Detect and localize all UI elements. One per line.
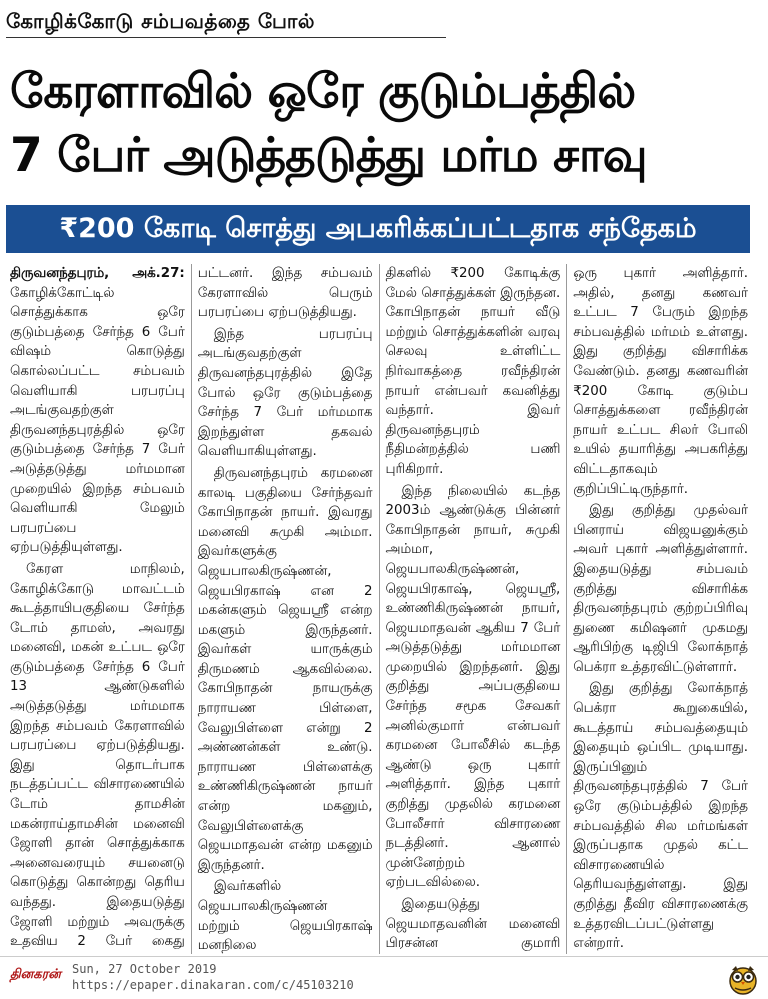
article-column-2	[192, 264, 380, 954]
owl-icon	[726, 961, 760, 995]
article-url[interactable]: https://epaper.dinakaran.com/c/45103210	[72, 978, 354, 992]
article-paragraph: இது குறித்து முதல்வர் பினராய் விஜயனுக்கும் அவர் புகார் அளித்துள்ளார். இதையடுத்து சம்பவம் குறித்து விசாரிக்க திருவனந்தபுரம் குற்றப்பிரிவு துணை கமிஷனர் முகமது ஆரிபிற்கு டிஜிபி லோக்நாத் பெக்ரா உத்தரவிட்டுள்ளார்.	[573, 503, 748, 675]
article-paragraph: ஒரு புகார் அளித்தார். அதில், தனது கணவர் உட்பட 7 பேரும் இறந்த சம்பவத்தில் மர்மம் உள்ளது. இது குறித்து விசாரிக்க வேண்டும். தனது கணவரின் ₹200 கோடி குடும்ப சொத்துக்களை ரவீந்திரன் நாயர் உட்பட சிலர் போலி உயில் தயாரித்து அபகரித்து விட்டதாகவும் குறிப்பிட்டிருந்தார்.	[573, 266, 748, 497]
article-paragraph: பட்டனர். இந்த சம்பவம் கேரளாவில் பெரும் பரபரப்பை ஏற்படுத்தியது.	[197, 266, 373, 321]
article-kicker: கோழிக்கோடு சம்பவத்தை போல்	[6, 4, 446, 38]
page-footer	[0, 956, 768, 999]
dinakaran-logo: தினகரன்	[10, 967, 61, 982]
article-column-3	[380, 264, 568, 954]
paragraph-text: கோழிக்கோட்டில் சொத்துக்காக ஒரே குடும்பத்தை சேர்ந்த 6 பேர் விஷம் கொடுத்து கொல்லப்பட்ட சம்பவம் வெளியாகி பரபரப்பு அடங்குவதற்குள் திருவனந்தபுரத்தில் ஒரே குடும்பத்தை சேர்ந்த 7 பேர் அடுத்தடுத்து மர்மமான முறையில் இறந்த சம்பவம் வெளியாகி மேலும் பரபரப்பை ஏற்படுத்தியுள்ளது.	[10, 285, 185, 556]
headline-line-1: கேரளாவில் ஒரே குடும்பத்தில்	[10, 64, 636, 119]
article-paragraph: இவர்களில் ஜெயபாலகிருஷ்ணன் மற்றும் ஜெயபிரகாஷ் மனநிலை	[197, 879, 373, 954]
headline-line-2: 7 பேர் அடுத்தடுத்து மர்ம சாவு	[10, 128, 647, 183]
article-column-4	[567, 264, 754, 954]
article-paragraph: திகளில் ₹200 கோடிக்கு மேல் சொத்துக்கள் இருந்தன. கோபிநாதன் நாயர் வீடு மற்றும் சொத்துக்களின் வரவு செலவு உள்ளிட்ட நிர்வாகத்தை ரவீந்திரன் நாயர் என்பவர் கவனித்து வந்தார். இவர் திருவனந்தபுரம் நீதிமன்றத்தில் பணி புரிகிறார்.	[385, 266, 561, 477]
article-paragraph: இந்த நிலையில் கடந்த 2003ம் ஆண்டுக்கு பின்னர் கோபிநாதன் நாயர், சுமுகி அம்மா, ஜெயபாலகிருஷ்ணன், ஜெயபிரகாஷ், ஜெயஸ்ரீ, உண்ணிகிருஷ்ணன் நாயர், ஜெயமாதவன் ஆகிய 7 பேர் அடுத்தடுத்து மர்மமான முறையில் இறந்தனர். இது குறித்து அப்பகுதியை சேர்ந்த சமூக சேவகர் அனில்குமார் என்பவர் கரமனை போலீசில் கடந்த ஆண்டு ஒரு புகார் அளித்தார். இந்த புகார் குறித்து முதலில் கரமனை போலீசார் விசாரணை நடத்தினர். ஆனால் முன்னேற்றம் ஏற்படவில்லை.	[385, 483, 561, 891]
article-paragraph: இந்த பரபரப்பு அடங்குவதற்குள் திருவனந்தபுரத்தில் இதே போல் ஒரே குடும்பத்தை சேர்ந்த 7 பேர் மர்மமாக இறந்துள்ள தகவல் வெளியாகியுள்ளது.	[197, 326, 373, 460]
article-headline	[10, 60, 758, 188]
article-column-1	[4, 264, 192, 954]
dateline: திருவனந்தபுரம், அக்.27:	[10, 266, 185, 281]
article-paragraph: திருவனந்தபுரம் கரமனை காலடி பகுதியை சேர்ந்தவர் கோபிநாதன் நாயர். இவரது மனைவி சுமுகி அம்மா. இவர்களுக்கு ஜெயபாலகிருஷ்ணன், ஜெயபிரகாஷ் என 2 மகன்களும் ஜெயஸ்ரீ என்ற மகளும் இருந்தனர். இவர்கள் யாருக்கும் திருமணம் ஆகவில்லை. கோபிநாதன் நாயருக்கு நாராயண பிள்ளை, வேலுபிள்ளை என்று 2 அண்ணன்கள் உண்டு. நாராயண பிள்ளைக்கு உண்ணிகிருஷ்ணன் நாயர் என்ற மகனும், வேலுபிள்ளைக்கு ஜெயமாதவன் என்ற மகனும் இருந்தனர்.	[197, 465, 373, 873]
edition-date: Sun, 27 October 2019	[72, 962, 217, 976]
article-subheadline: ₹200 கோடி சொத்து அபகரிக்கப்பட்டதாக சந்தேகம்	[6, 205, 750, 253]
article-paragraph: இதையடுத்து ஜெயமாதவனின் மனைவி பிரசன்ன குமாரி	[385, 897, 561, 952]
article-paragraph: கேரள மாநிலம், கோழிக்கோடு மாவட்டம் கூடத்தாயிபகுதியை சேர்ந்த டோம் தாமஸ், அவரது மனைவி, மகன் உட்பட ஒரே குடும்பத்தை சேர்ந்த 6 பேர் 13 ஆண்டுகளில் அடுத்தடுத்து மர்மமாக இறந்த சம்பவம் கேரளாவில் பரபரப்பை ஏற்படுத்தியது. இது தொடர்பாக நடத்தப்பட்ட விசாரணையில் டோம் தாமசின் மகன்ராய்தாமசின் மனைவி ஜோளி தான் சொத்துக்காக அனைவரையும் சயனைடு கொடுத்து கொன்றது தெரிய வந்தது. இதையடுத்து ஜோளி மற்றும் அவருக்கு உதவிய 2 பேர் கைது	[10, 561, 185, 950]
article-paragraph: இது குறித்து லோக்நாத் பெக்ரா கூறுகையில், கூடத்தாய் சம்பவத்தையும் இதையும் ஒப்பிட முடியாது. இருப்பினும் திருவனந்தபுரத்தில் 7 பேர் ஒரே குடும்பத்தில் இறந்த சம்பவத்தில் சில மர்மங்கள் இருப்பதாக முதல் கட்ட விசாரணையில் தெரியவந்துள்ளது. இது குறித்து தீவிர விசாரணைக்கு உத்தரவிடப்பட்டுள்ளது என்றார்.	[573, 681, 748, 952]
article-paragraph	[10, 264, 185, 558]
footer-meta	[72, 961, 354, 993]
article-body	[4, 264, 754, 954]
